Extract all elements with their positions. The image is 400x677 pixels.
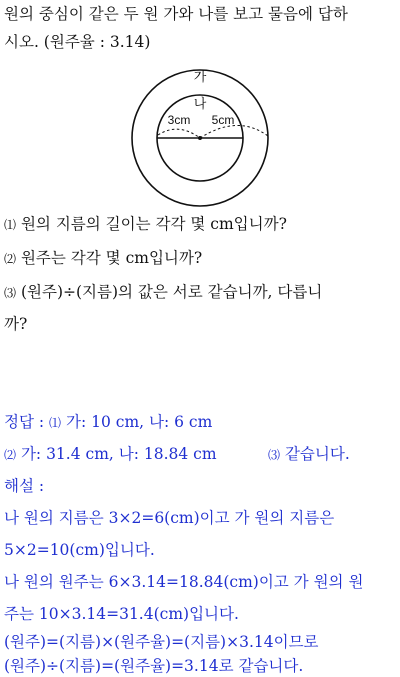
explanation-line-5: (원주)=(지름)×(원주율)=(지름)×3.14이므로 <box>4 633 319 651</box>
intro-line-2: 시오. (원주율 : 3.14) <box>4 33 151 51</box>
question-1-number: ⑴ <box>4 218 17 232</box>
outer-radius-label: 5cm <box>211 113 235 127</box>
explanation-line-4: 주는 10×3.14=31.4(cm)입니다. <box>4 605 239 623</box>
answer-1-number: ⑴ <box>49 416 62 430</box>
answer-3-text: 같습니다. <box>284 445 350 463</box>
inner-circle-label: 나 <box>193 96 207 111</box>
explanation-line-6: (원주)÷(지름)=(원주율)=3.14로 같습니다. <box>4 657 304 675</box>
explanation-line-1: 나 원의 지름은 3×2=6(cm)이고 가 원의 지름은 <box>4 509 335 527</box>
answer-2-text: 가: 31.4 cm, 나: 18.84 cm <box>20 445 217 463</box>
question-2-text: 원주는 각각 몇 cm입니까? <box>20 249 203 267</box>
answer-line-1 <box>4 412 212 433</box>
answer-1-text: 가: 10 cm, 나: 6 cm <box>66 413 213 431</box>
question-1-text: 원의 지름의 길이는 각각 몇 cm입니까? <box>20 215 287 233</box>
answer-3-number: ⑶ <box>268 448 281 462</box>
answer-label: 정답 : <box>4 413 45 431</box>
question-3 <box>4 282 322 303</box>
outer-radius-arc <box>200 125 268 138</box>
intro-line-1: 원의 중심이 같은 두 원 가와 나를 보고 물음에 답하 <box>4 5 348 23</box>
center-point <box>198 136 202 140</box>
concentric-circles-figure <box>128 66 272 210</box>
explanation-line-3: 나 원의 원주는 6×3.14=18.84(cm)이고 가 원의 원 <box>4 573 364 591</box>
question-1 <box>4 214 287 235</box>
question-2-number: ⑵ <box>4 252 17 266</box>
inner-radius-label: 3cm <box>167 113 191 127</box>
question-3-text-line-1: (원주)÷(지름)의 값은 서로 같습니까, 다릅니 <box>20 283 323 301</box>
inner-radius-arc <box>158 129 200 138</box>
outer-circle-label: 가 <box>193 69 207 84</box>
explanation-line-2: 5×2=10(cm)입니다. <box>4 541 155 559</box>
explanation-label: 해설 : <box>4 477 45 495</box>
question-3-number: ⑶ <box>4 286 17 300</box>
answer-3 <box>268 444 350 465</box>
answer-line-2 <box>4 444 217 465</box>
answer-2-number: ⑵ <box>4 448 17 462</box>
question-3-text-line-2: 까? <box>4 315 28 333</box>
question-2 <box>4 248 202 269</box>
